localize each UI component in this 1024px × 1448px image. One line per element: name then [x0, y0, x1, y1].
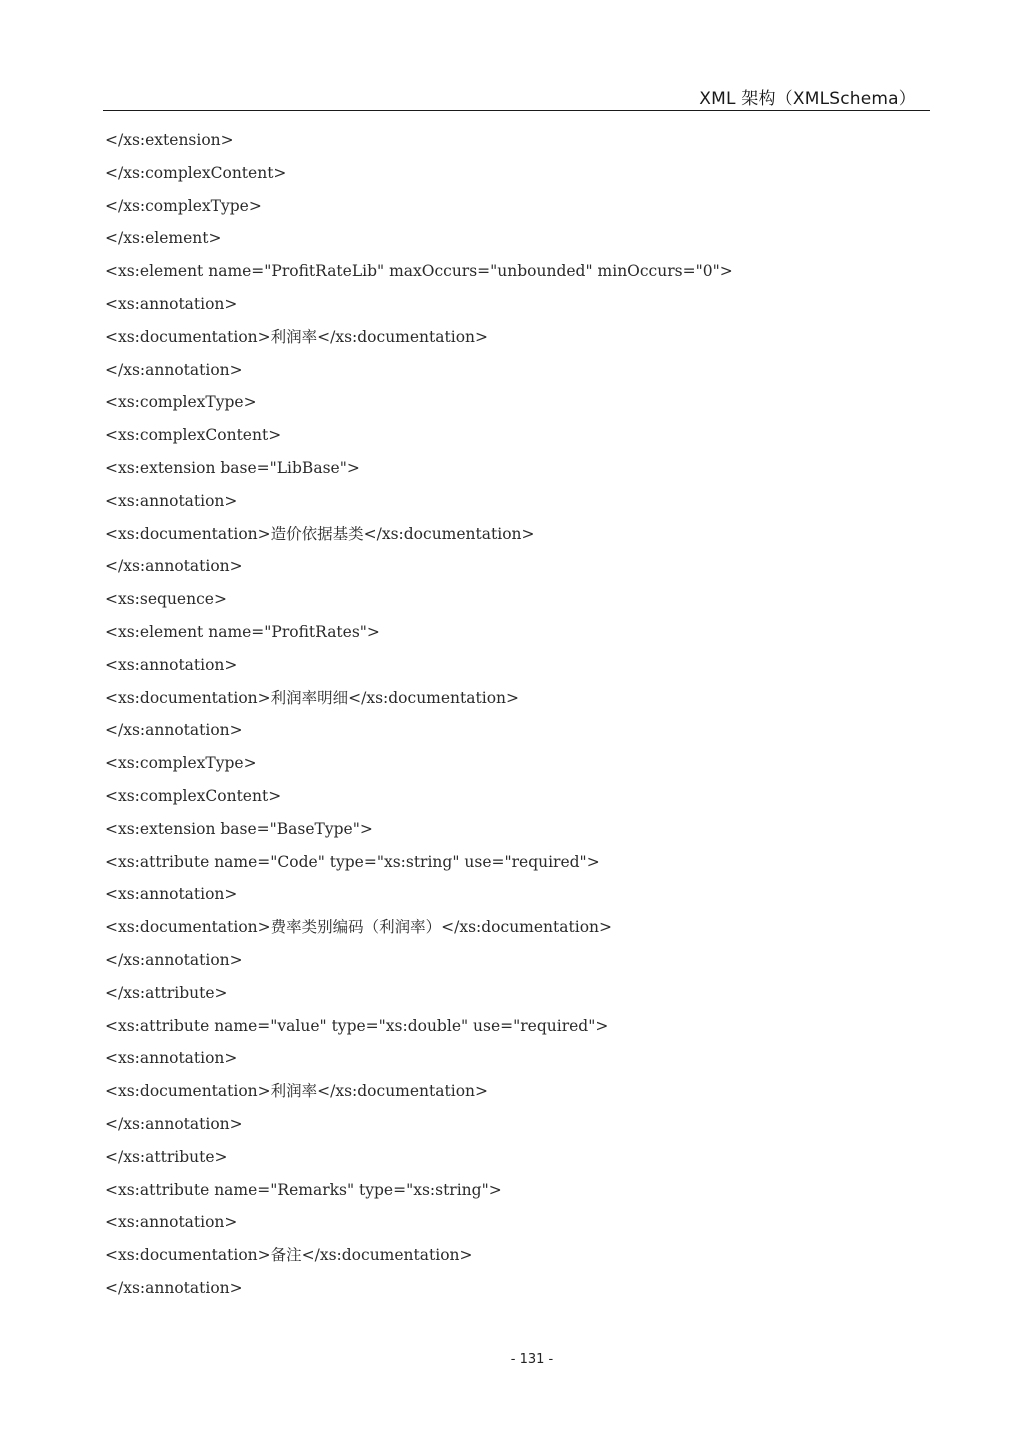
code-line: <xs:annotation> [105, 1213, 238, 1232]
code-line: <xs:documentation>造价依据基类</xs:documentation> [105, 524, 535, 543]
header-title: XML 架构（XMLSchema） [699, 89, 916, 109]
code-line: </xs:annotation> [105, 557, 243, 576]
code-line: <xs:attribute name="value" type="xs:double" use="required"> [105, 1016, 609, 1035]
code-line: </xs:annotation> [105, 1114, 243, 1133]
code-line: </xs:annotation> [105, 360, 243, 379]
code-line: </xs:element> [105, 229, 222, 248]
code-line: </xs:annotation> [105, 950, 243, 969]
code-line: <xs:documentation>利润率</xs:documentation> [105, 1082, 488, 1101]
code-line: <xs:attribute name="Code" type="xs:string" use="required"> [105, 852, 600, 871]
code-line: <xs:attribute name="Remarks" type="xs:string"> [105, 1180, 502, 1199]
code-line: <xs:annotation> [105, 655, 238, 674]
page-header [103, 80, 930, 111]
code-line: <xs:annotation> [105, 294, 238, 313]
page-number: - 131 - [510, 1352, 554, 1367]
code-line: <xs:complexContent> [105, 426, 282, 445]
code-line: <xs:documentation>利润率明细</xs:documentation> [105, 688, 519, 707]
code-listing [105, 127, 925, 1308]
code-line: </xs:attribute> [105, 983, 228, 1002]
code-line: </xs:annotation> [105, 721, 243, 740]
code-line: <xs:extension base="LibBase"> [105, 458, 360, 477]
code-line: <xs:complexContent> [105, 786, 282, 805]
code-line: <xs:element name="ProfitRates"> [105, 622, 380, 641]
code-line: <xs:sequence> [105, 590, 227, 609]
code-line: </xs:complexContent> [105, 163, 287, 182]
code-line: <xs:complexType> [105, 754, 257, 773]
code-line: <xs:annotation> [105, 885, 238, 904]
code-line: <xs:documentation>利润率</xs:documentation> [105, 327, 488, 346]
code-line: <xs:documentation>备注</xs:documentation> [105, 1246, 473, 1265]
code-line: </xs:attribute> [105, 1147, 228, 1166]
code-line: <xs:complexType> [105, 393, 257, 412]
code-line: </xs:extension> [105, 131, 234, 149]
code-line: <xs:annotation> [105, 1049, 238, 1068]
code-line: <xs:extension base="BaseType"> [105, 819, 373, 838]
code-line: </xs:complexType> [105, 196, 262, 215]
code-line: </xs:annotation> [105, 1278, 243, 1297]
code-line: <xs:documentation>费率类别编码（利润率）</xs:documentation> [105, 918, 612, 937]
code-line: <xs:element name="ProfitRateLib" maxOccurs="unbounded" minOccurs="0"> [105, 262, 733, 281]
code-line: <xs:annotation> [105, 491, 238, 510]
